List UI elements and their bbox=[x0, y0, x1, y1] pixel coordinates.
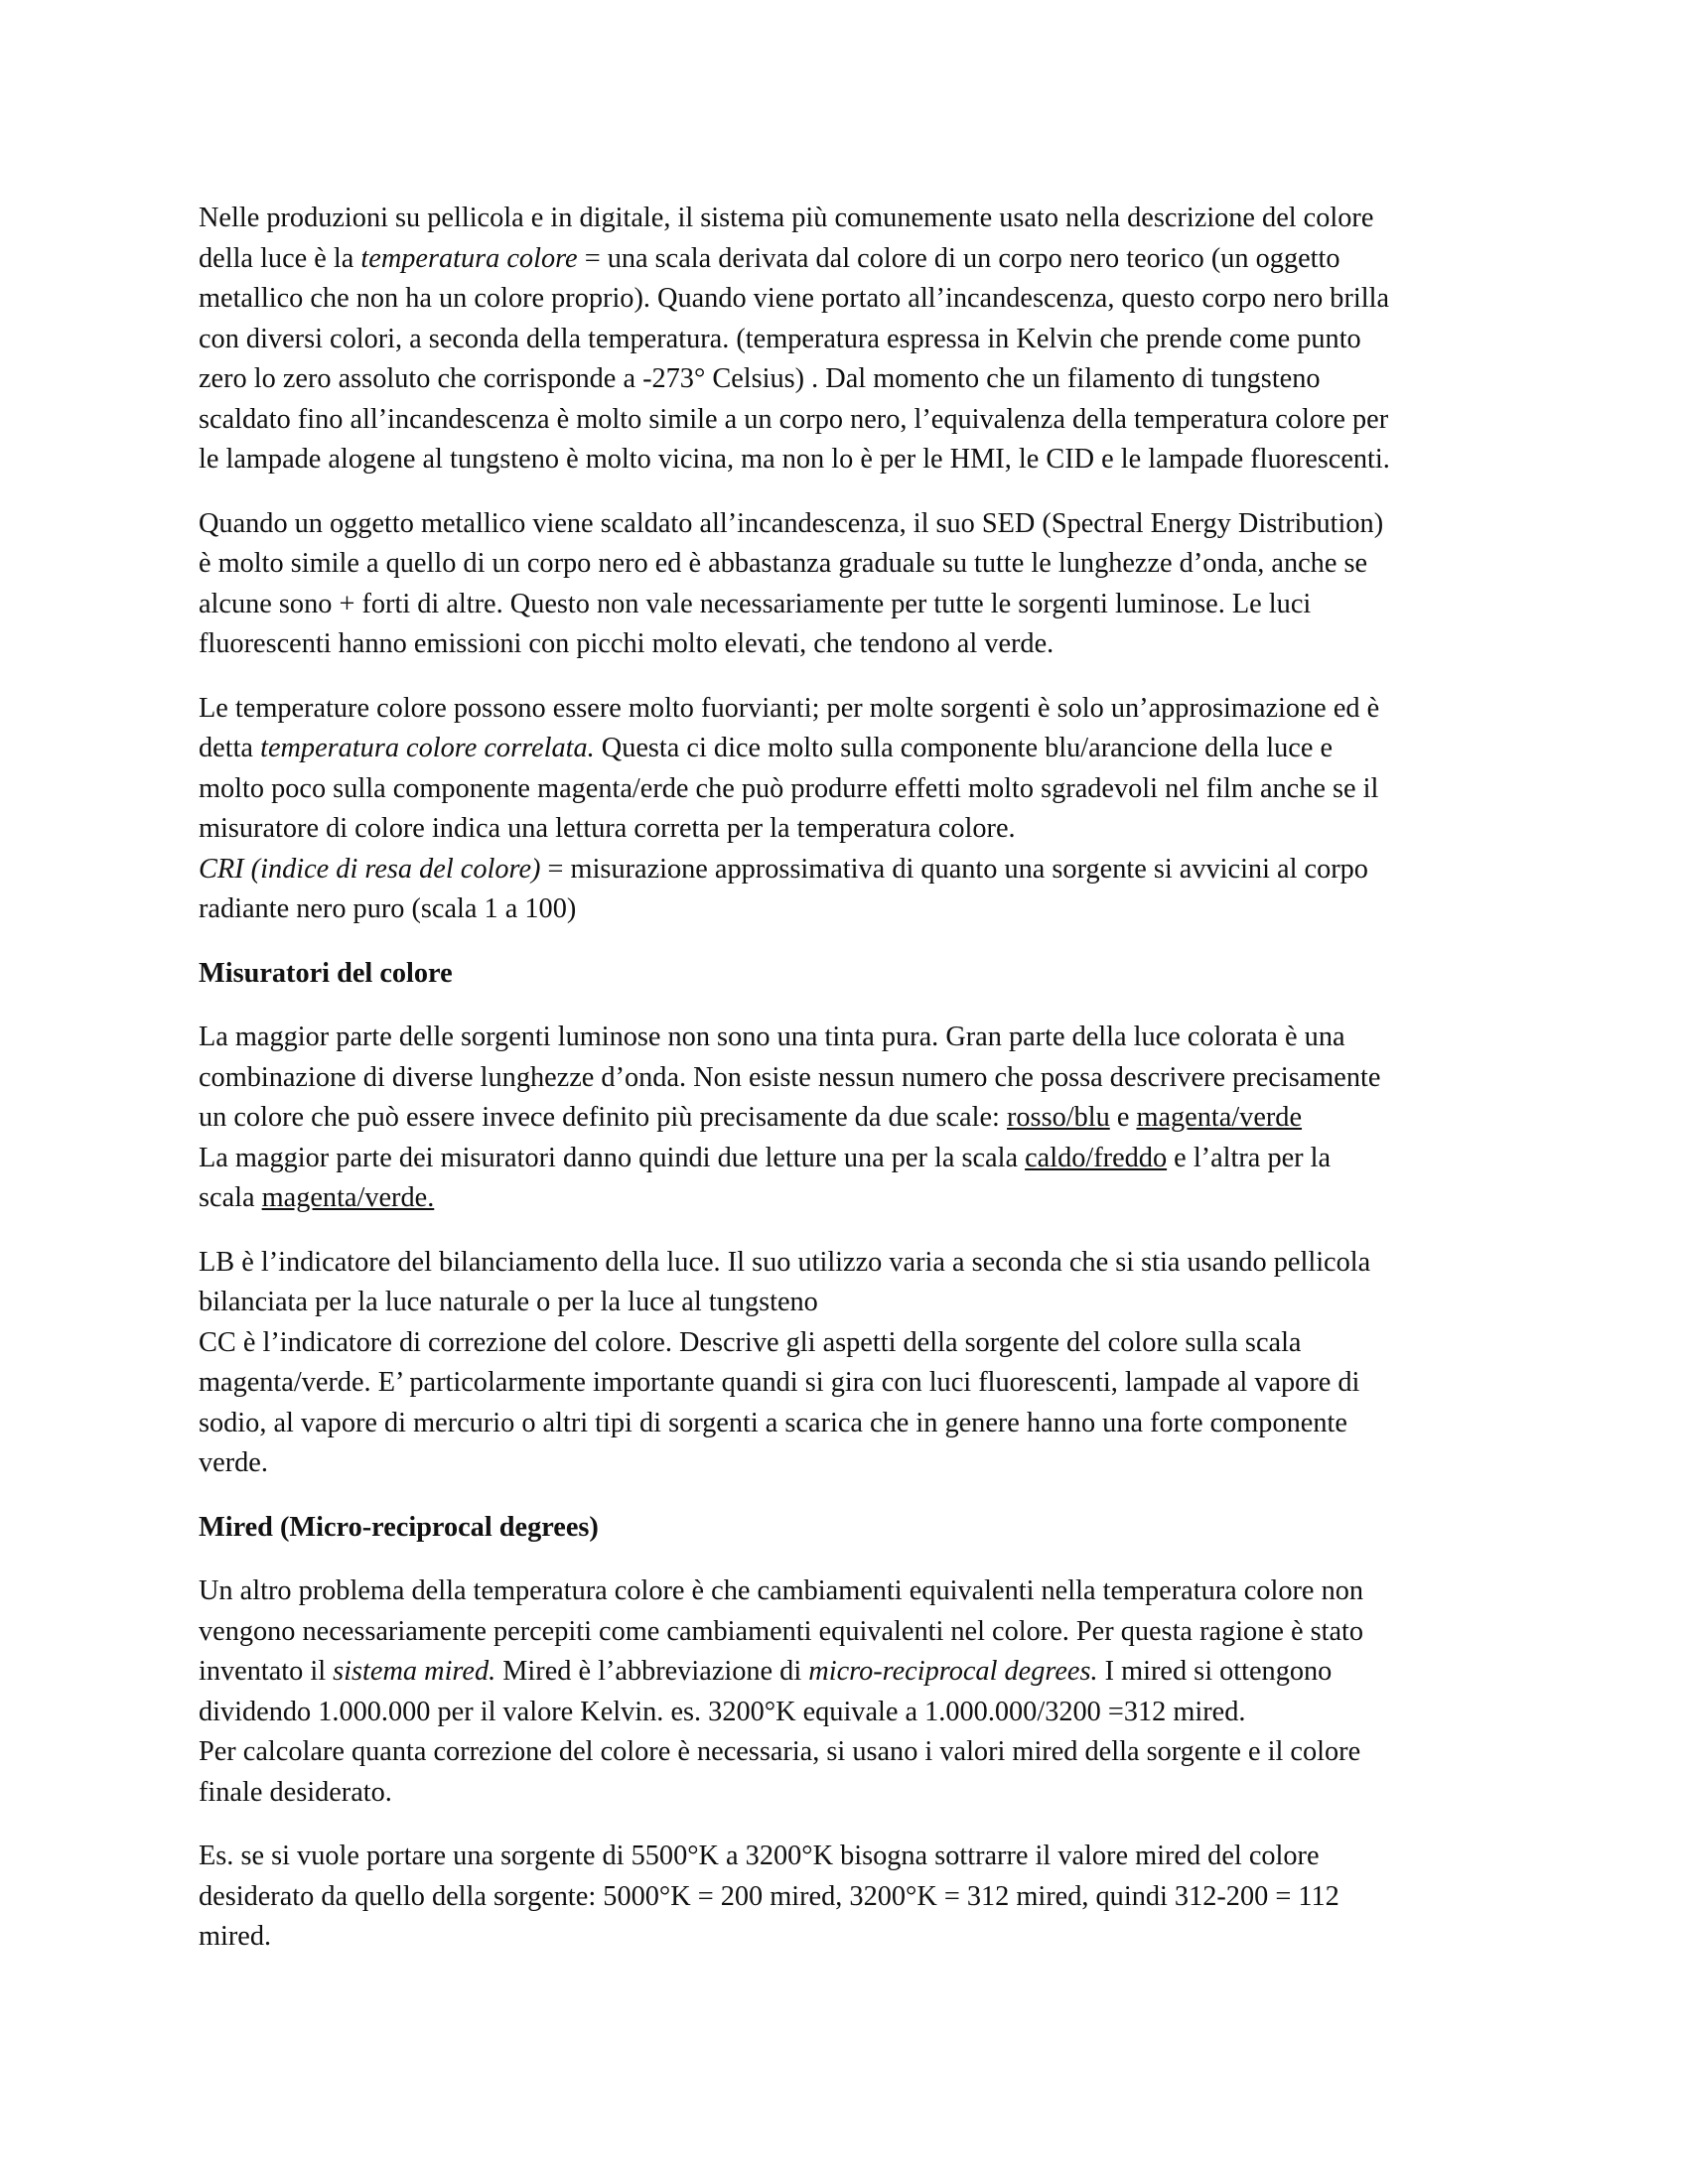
text-line: Un altro problema della temperatura colore è che cambiamenti equivalenti nella temperatura colore non bbox=[199, 1575, 1364, 1606]
text-line: combinazione di diverse lunghezze d’onda. Non esiste nessun numero che possa descrivere precisamente bbox=[199, 1061, 1381, 1093]
text-line: bilanciata per la luce naturale o per la luce al tungsteno bbox=[199, 1287, 818, 1317]
text-line: scaldato fino all’incandescenza è molto simile a un corpo nero, l’equivalenza della temperatura colore per bbox=[199, 403, 1389, 435]
underlined-magenta-verde: magenta/verde bbox=[1136, 1102, 1303, 1133]
text-line: zero lo zero assoluto che corrisponde a -273° Celsius) . Dal momento che un filamento di tungsteno bbox=[199, 363, 1321, 394]
text-line: La maggior parte dei misuratori danno quindi due letture una per la scala caldo/freddo e l’altra per la bbox=[199, 1142, 1332, 1173]
text-line: della luce è la temperatura colore = una scala derivata dal colore di un corpo nero teorico (un oggetto bbox=[199, 242, 1340, 274]
text-line: mired. bbox=[199, 1921, 272, 1952]
paragraph-correlated-temperature bbox=[199, 689, 1489, 930]
text-line: Nelle produzioni su pellicola e in digitale, il sistema più comunemente usato nella descrizione del colore bbox=[199, 203, 1374, 233]
text-line: finale desiderato. bbox=[199, 1776, 392, 1808]
text-line: molto poco sulla componente magenta/erde che può produrre effetti molto sgradevoli nel film anche se il bbox=[199, 772, 1379, 804]
text-line: metallico che non ha un colore proprio). Quando viene portato all’incandescenza, questo corpo nero brilla bbox=[199, 283, 1390, 314]
underlined-magenta-verde-2: magenta/verde. bbox=[261, 1182, 435, 1213]
underlined-rosso-blu: rosso/blu bbox=[1006, 1102, 1110, 1133]
text-line: La maggior parte delle sorgenti luminose non sono una tinta pura. Gran parte della luce colorata è una bbox=[199, 1022, 1345, 1052]
text-line: dividendo 1.000.000 per il valore Kelvin. es. 3200°K equivale a 1.000.000/3200 =312 mired. bbox=[199, 1696, 1246, 1727]
text-line: LB è l’indicatore del bilanciamento della luce. Il suo utilizzo varia a seconda che si stia usando pellicola bbox=[199, 1246, 1371, 1278]
text-line: un colore che può essere invece definito più precisamente da due scale: rosso/blu e magenta/verde bbox=[199, 1102, 1303, 1133]
paragraph-mired-system bbox=[199, 1571, 1489, 1813]
document-page bbox=[199, 199, 1489, 1981]
text-line: desiderato da quello della sorgente: 5000°K = 200 mired, 3200°K = 312 mired, quindi 312-200 = 112 bbox=[199, 1880, 1339, 1912]
term-micro-reciprocal-degrees: micro-reciprocal degrees. bbox=[808, 1656, 1098, 1687]
paragraph-lb-cc bbox=[199, 1243, 1489, 1484]
text-line: alcune sono + forti di altre. Questo non vale necessariamente per tutte le sorgenti luminose. Le luci bbox=[199, 588, 1312, 619]
text-line: scala magenta/verde. bbox=[199, 1182, 435, 1213]
term-temperatura-colore-correlata: temperatura colore correlata. bbox=[260, 733, 595, 763]
text-line: con diversi colori, a seconda della temperatura. (temperatura espressa in Kelvin che prende come punto bbox=[199, 323, 1361, 354]
paragraph-mired-example bbox=[199, 1837, 1489, 1958]
text-line: sodio, al vapore di mercurio o altri tipi di sorgenti a scarica che in genere hanno una forte componente bbox=[199, 1407, 1347, 1438]
text-line: detta temperatura colore correlata. Questa ci dice molto sulla componente blu/arancione della luce e bbox=[199, 733, 1334, 763]
section-heading-mired: Mired (Micro-reciprocal degrees) bbox=[199, 1511, 599, 1543]
text-line: misuratore di colore indica una lettura corretta per la temperatura colore. bbox=[199, 813, 1016, 844]
underlined-caldo-freddo: caldo/freddo bbox=[1025, 1142, 1168, 1173]
text-line: è molto simile a quello di un corpo nero ed è abbastanza graduale su tutte le lunghezze d’onda, anche se bbox=[199, 548, 1368, 579]
term-cri: CRI (indice di resa del colore) bbox=[199, 853, 541, 885]
text-line: inventato il sistema mired. Mired è l’abbreviazione di micro-reciprocal degrees. I mired si ottengono bbox=[199, 1656, 1333, 1687]
text-line: Le temperature colore possono essere molto fuorvianti; per molte sorgenti è solo un’approsimazione ed è bbox=[199, 692, 1380, 724]
text-line: Per calcolare quanta correzione del colore è necessaria, si usano i valori mired della sorgente e il colore bbox=[199, 1736, 1361, 1767]
paragraph-sed bbox=[199, 504, 1489, 665]
text-line: vengono necessariamente percepiti come cambiamenti equivalenti nel colore. Per questa ragione è stato bbox=[199, 1615, 1364, 1647]
text-line: Es. se si vuole portare una sorgente di 5500°K a 3200°K bisogna sottrarre il valore mired del colore bbox=[199, 1841, 1320, 1871]
text-line: CC è l’indicatore di correzione del colore. Descrive gli aspetti della sorgente del colore sulla scala bbox=[199, 1326, 1302, 1358]
text-line: magenta/verde. E’ particolarmente importante quandi si gira con luci fluorescenti, lampade al vapore di bbox=[199, 1367, 1360, 1398]
term-temperatura-colore: temperatura colore bbox=[360, 242, 578, 274]
section-heading-misuratori: Misuratori del colore bbox=[199, 957, 453, 989]
paragraph-color-temperature bbox=[199, 199, 1489, 480]
term-sistema-mired: sistema mired. bbox=[333, 1656, 496, 1687]
text-line: fluorescenti hanno emissioni con picchi molto elevati, che tendono al verde. bbox=[199, 628, 1055, 659]
text-line: verde. bbox=[199, 1447, 268, 1478]
text-line: CRI (indice di resa del colore) = misurazione approssimativa di quanto una sorgente si avvicini al corpo bbox=[199, 853, 1368, 885]
text-line: le lampade alogene al tungsteno è molto vicina, ma non lo è per le HMI, le CID e le lampade fluorescenti. bbox=[199, 444, 1390, 475]
text-line: Quando un oggetto metallico viene scaldato all’incandescenza, il suo SED (Spectral Energy Distribution) bbox=[199, 507, 1384, 539]
text-line: radiante nero puro (scala 1 a 100) bbox=[199, 893, 577, 924]
paragraph-color-meters bbox=[199, 1018, 1489, 1219]
